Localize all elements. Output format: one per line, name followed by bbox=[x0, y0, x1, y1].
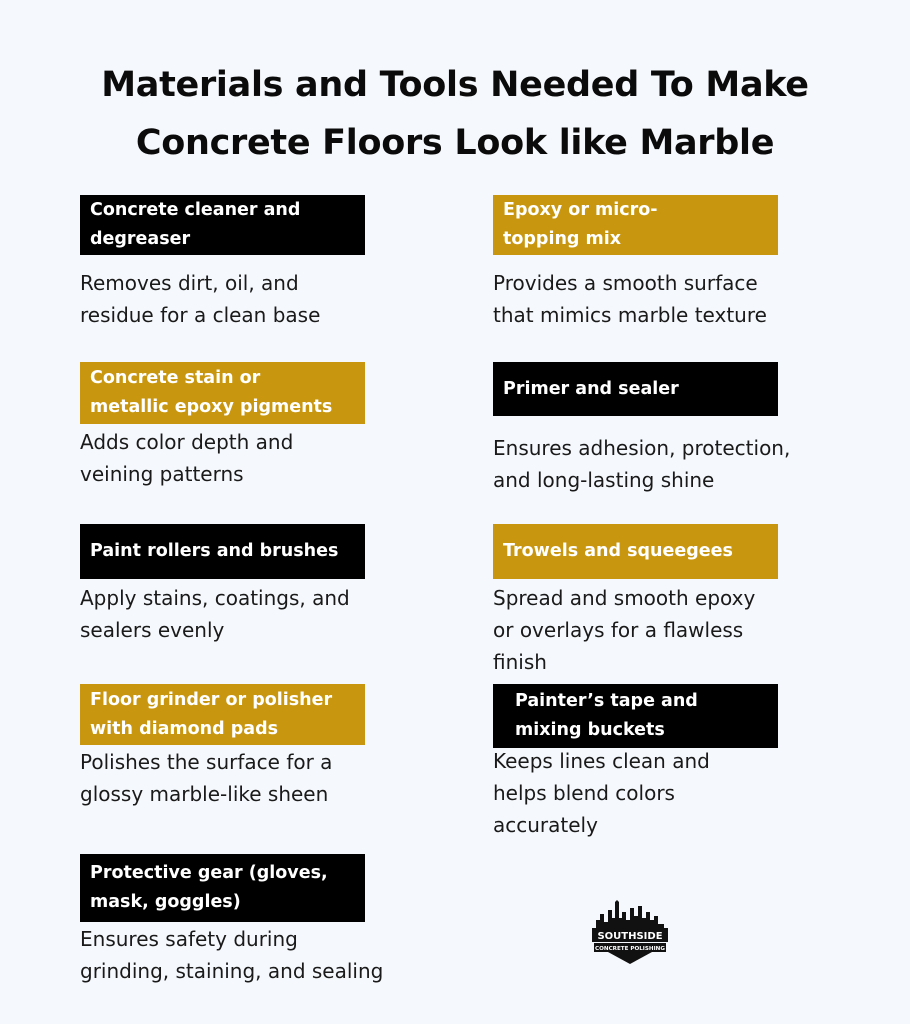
item-concrete-stain bbox=[80, 362, 440, 490]
item-label: Concrete stain or metallic epoxy pigments bbox=[80, 362, 365, 424]
item-primer-sealer bbox=[493, 362, 873, 496]
item-label: Primer and sealer bbox=[493, 362, 778, 416]
logo-line-2: CONCRETE POLISHING bbox=[595, 946, 665, 952]
page-title bbox=[0, 56, 910, 172]
title-line-2: Concrete Floors Look like Marble bbox=[135, 123, 775, 163]
item-description: Ensures adhesion, protection, and long-lasting shine bbox=[493, 436, 791, 492]
item-label: Trowels and squeegees bbox=[493, 524, 778, 579]
item-label: Floor grinder or polisher with diamond pads bbox=[80, 684, 365, 745]
item-epoxy-topping bbox=[493, 195, 873, 331]
item-paint-rollers bbox=[80, 524, 440, 646]
city-skyline-icon bbox=[588, 898, 672, 968]
item-protective-gear bbox=[80, 854, 460, 987]
item-description: Polishes the surface for a glossy marble-like sheen bbox=[80, 750, 333, 806]
item-description: Ensures safety during grinding, staining, and sealing bbox=[80, 927, 384, 983]
item-description: Keeps lines clean and helps blend colors accurately bbox=[493, 749, 710, 837]
title-line-1: Materials and Tools Needed To Make bbox=[101, 65, 809, 105]
item-description: Removes dirt, oil, and residue for a clean base bbox=[80, 271, 321, 327]
item-label: Paint rollers and brushes bbox=[80, 524, 365, 579]
item-trowels bbox=[493, 524, 873, 678]
item-concrete-cleaner bbox=[80, 195, 440, 331]
item-painters-tape bbox=[493, 684, 873, 841]
logo-line-1: SOUTHSIDE bbox=[597, 931, 663, 942]
item-label: Protective gear (gloves, mask, goggles) bbox=[80, 854, 365, 922]
item-label: Painter’s tape and mixing buckets bbox=[493, 684, 778, 748]
item-description: Apply stains, coatings, and sealers evenly bbox=[80, 586, 350, 642]
item-description: Adds color depth and veining patterns bbox=[80, 430, 294, 486]
southside-logo bbox=[588, 898, 672, 968]
item-description: Spread and smooth epoxy or overlays for a flawless finish bbox=[493, 586, 756, 674]
item-description: Provides a smooth surface that mimics marble texture bbox=[493, 271, 767, 327]
item-label: Concrete cleaner and degreaser bbox=[80, 195, 365, 255]
item-floor-grinder bbox=[80, 684, 440, 810]
item-label: Epoxy or micro- topping mix bbox=[493, 195, 778, 255]
